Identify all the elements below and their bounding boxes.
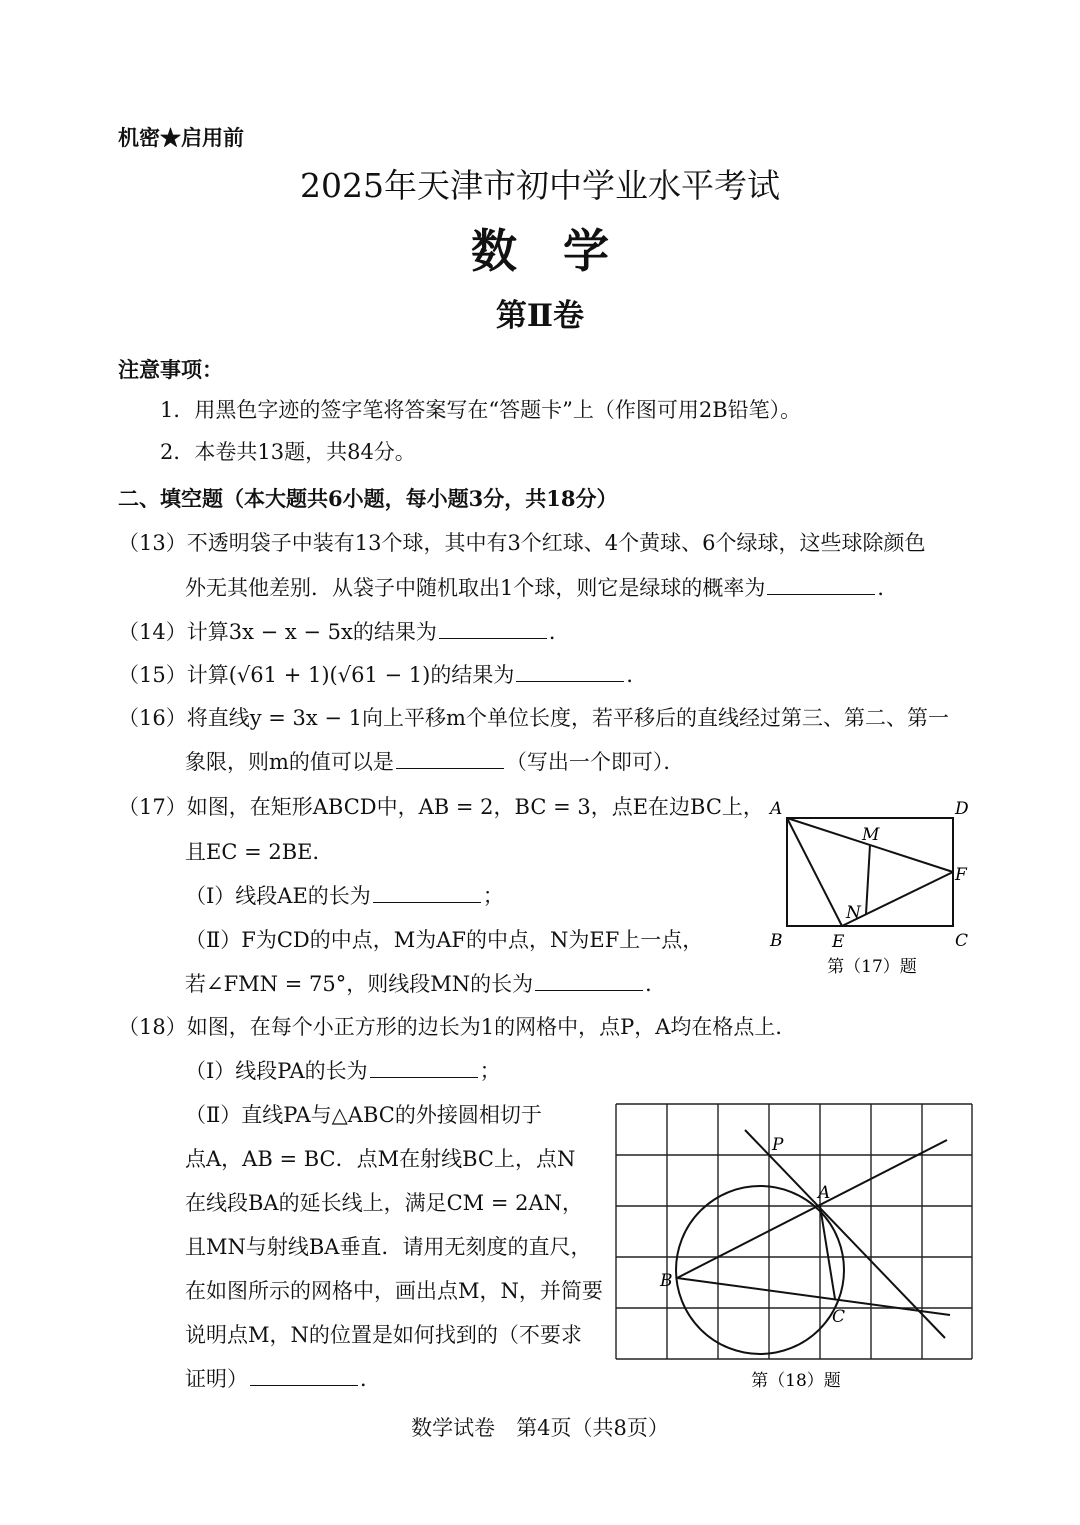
q18-last-line	[185, 1367, 381, 1391]
figure-17	[762, 790, 982, 990]
section-heading: 二、填空题（本大题共6小题，每小题3分，共18分）	[118, 486, 618, 511]
label-p: P	[772, 1135, 784, 1155]
grid	[616, 1104, 972, 1359]
label-c: C	[955, 931, 969, 951]
q18-body-line: 在线段BA的延长线上，满足CM = 2AN，	[185, 1191, 584, 1215]
q17-part1	[185, 884, 504, 908]
volume-title: 第Ⅱ卷	[495, 298, 585, 334]
note-item: 2．本卷共13题，共84分。	[160, 440, 416, 464]
q18-part1-text: （Ⅰ）线段PA的长为	[185, 1059, 368, 1083]
label-a: A	[818, 1183, 831, 1203]
notes-heading: 注意事项：	[118, 357, 223, 382]
q14-answer-blank[interactable]	[439, 620, 547, 639]
label-a: A	[770, 799, 783, 819]
q18-last-text: 证明）	[185, 1367, 248, 1391]
q16-text: 象限，则m的值可以是	[185, 750, 394, 774]
q17-part2-blank[interactable]	[535, 972, 643, 991]
q16-end: （写出一个即可）．	[505, 750, 685, 774]
label-m: M	[862, 825, 880, 845]
q18-line1: （18）如图，在每个小正方形的边长为1的网格中，点P，A均在格点上．	[118, 1015, 797, 1039]
q17-part2	[185, 972, 666, 996]
q18-body-line: 在如图所示的网格中，画出点M，N，并简要	[185, 1279, 603, 1303]
label-c: C	[832, 1307, 846, 1327]
q16-line1: （16）将直线y = 3x − 1向上平移m个单位长度，若平移后的直线经过第三、第二、第一	[118, 706, 949, 730]
confidential-label: 机密★启用前	[118, 125, 244, 150]
q13-end: ．	[877, 576, 899, 600]
q15-end: ．	[626, 663, 648, 687]
q18-part1-blank[interactable]	[370, 1059, 478, 1078]
label-f: F	[955, 865, 967, 885]
label-b: B	[770, 931, 783, 951]
figure-18-caption: 第（18）题	[751, 1371, 841, 1391]
q15-line	[118, 663, 647, 687]
q18-body-line: 说明点M，N的位置是如何找到的（不要求	[185, 1323, 582, 1347]
q18-part1-end: ；	[479, 1059, 501, 1083]
q14-line	[118, 620, 570, 644]
q16-answer-blank[interactable]	[396, 750, 504, 769]
q14-text: （14）计算3x − x − 5x的结果为	[118, 620, 437, 644]
q13-line1: （13）不透明袋子中装有13个球，其中有3个红球、4个黄球、6个绿球，这些球除颜色	[118, 531, 926, 555]
q17-part1-text: （Ⅰ）线段AE的长为	[185, 884, 371, 908]
figure-17-caption: 第（17）题	[827, 957, 917, 977]
q18-part2-blank[interactable]	[250, 1367, 358, 1386]
q17-part1-end: ；	[482, 884, 504, 908]
q18-body-line: 点A，AB = BC．点M在射线BC上，点N	[185, 1147, 576, 1171]
q18-body-line: 且MN与射线BA垂直．请用无刻度的直尺，	[185, 1235, 592, 1259]
label-b: B	[660, 1271, 673, 1291]
q18-part1	[185, 1059, 501, 1083]
q18-body-line: （Ⅱ）直线PA与△ABC的外接圆相切于	[185, 1103, 542, 1127]
q16-line2	[185, 750, 684, 774]
q17-part2-text: 若∠FMN = 75°，则线段MN的长为	[185, 972, 534, 996]
subject-title: 数 学	[471, 224, 609, 278]
q17-part2-end: ．	[645, 972, 667, 996]
label-d: D	[955, 799, 969, 819]
label-n: N	[846, 903, 861, 923]
q17-line2: 且EC = 2BE．	[185, 840, 334, 864]
label-e: E	[832, 932, 845, 952]
exam-title: 2025年天津市初中学业水平考试	[300, 166, 780, 205]
q17-line1: （17）如图，在矩形ABCD中，AB = 2，BC = 3，点E在边BC上，	[118, 795, 764, 819]
q17-part1-blank[interactable]	[373, 884, 481, 903]
page-footer: 数学试卷 第4页（共8页）	[411, 1416, 669, 1440]
segment-mn	[866, 845, 870, 914]
figure-18	[610, 1098, 978, 1398]
q13-text: 外无其他差别．从袋子中随机取出1个球，则它是绿球的概率为	[185, 576, 766, 600]
circumcircle	[676, 1186, 844, 1354]
q14-end: ．	[548, 620, 570, 644]
q13-answer-blank[interactable]	[767, 576, 875, 595]
note-item: 1．用黑色字迹的签字笔将答案写在“答题卡”上（作图可用2B铅笔）。	[160, 398, 802, 422]
q15-answer-blank[interactable]	[516, 663, 624, 682]
q18-last-end: ．	[360, 1367, 381, 1391]
q15-text: （15）计算(√61 + 1)(√61 − 1)的结果为	[118, 663, 515, 687]
q17-line4: （Ⅱ）F为CD的中点，M为AF的中点，N为EF上一点，	[185, 928, 704, 952]
q13-line2	[185, 576, 898, 600]
